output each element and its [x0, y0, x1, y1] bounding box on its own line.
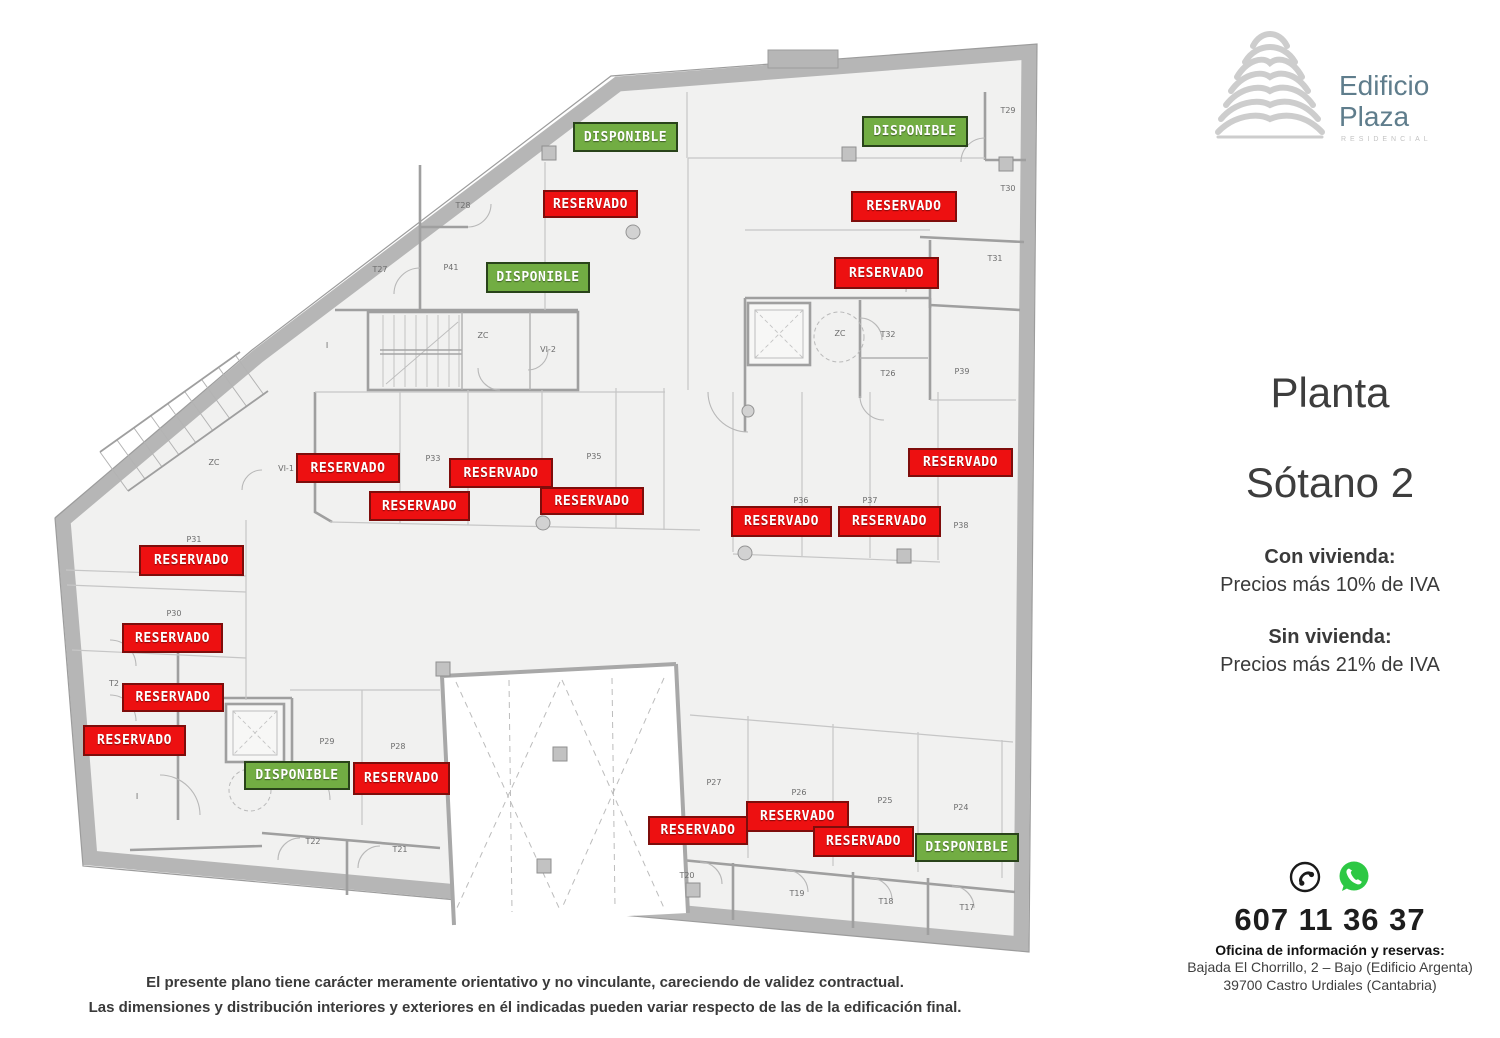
phone-icon [1288, 860, 1322, 894]
room-label: P36 [793, 496, 809, 505]
room-label: VI-1 [278, 464, 294, 473]
room-label: T27 [372, 265, 388, 274]
disclaimer-line1: El presente plano tiene carácter meramente orientativo y no vinculante, careciendo de validez contractual. [146, 974, 904, 991]
room-label: ZC [834, 329, 846, 338]
status-badge-reservado: RESERVADO [908, 448, 1013, 477]
brand-name [1339, 70, 1429, 132]
title-line1: Planta [1270, 369, 1390, 416]
status-badge-reservado: RESERVADO [449, 458, 553, 488]
room-label: P26 [791, 788, 807, 797]
status-badge-reservado: RESERVADO [353, 762, 450, 795]
room-label: P29 [319, 737, 335, 746]
room-label: P39 [954, 367, 970, 376]
room-label: VI-2 [540, 345, 556, 354]
room-label: P24 [953, 803, 969, 812]
title-line2: Sótano 2 [1245, 459, 1415, 506]
status-badge-reservado: RESERVADO [648, 816, 748, 845]
status-badge-reservado: RESERVADO [813, 826, 914, 857]
room-label: T29 [1000, 106, 1016, 115]
status-badge-reservado: RESERVADO [731, 506, 832, 537]
logo [1205, 18, 1465, 158]
room-label: P27 [706, 778, 722, 787]
address-line2: 39700 Castro Urdiales (Cantabria) [1223, 977, 1437, 993]
status-badge-reservado: RESERVADO [296, 453, 400, 483]
status-badge-reservado: RESERVADO [834, 257, 939, 289]
disclaimer-line2: Las dimensiones y distribución interiores y exteriores en él indicadas pueden variar respecto de las de la edificación final. [88, 999, 962, 1016]
status-badge-disponible: DISPONIBLE [862, 116, 968, 147]
ramp [442, 664, 688, 925]
with-dwelling-text: Precios más 10% de IVA [1220, 574, 1440, 596]
room-label: P33 [425, 454, 441, 463]
room-label: T26 [880, 369, 896, 378]
room-label: T28 [455, 201, 471, 210]
contact-block [1140, 858, 1500, 994]
page-title [1150, 348, 1500, 528]
room-label: P25 [877, 796, 893, 805]
status-badge-reservado: RESERVADO [746, 801, 849, 832]
status-badge-reservado: RESERVADO [851, 191, 957, 222]
room-label: P31 [186, 535, 202, 544]
pricing-info [1150, 543, 1500, 703]
address-line1: Bajada El Chorrillo, 2 – Bajo (Edificio Argenta) [1187, 959, 1473, 975]
office-label: Oficina de información y reservas: [1215, 942, 1445, 958]
without-dwelling-text: Precios más 21% de IVA [1220, 654, 1440, 676]
status-badge-reservado: RESERVADO [543, 190, 638, 218]
room-label: ZC [477, 331, 489, 340]
room-label: I [135, 792, 139, 801]
whatsapp-icon [1336, 859, 1372, 895]
room-label: P41 [443, 263, 459, 272]
room-label: T21 [392, 845, 408, 854]
brand-tagline: RESIDENCIAL [1341, 136, 1432, 143]
room-label: T30 [1000, 184, 1016, 193]
status-badge-reservado: RESERVADO [83, 725, 186, 756]
room-label: T20 [679, 871, 695, 880]
room-label: P35 [586, 452, 602, 461]
room-label: T22 [305, 837, 321, 846]
room-label: ZC [208, 458, 220, 467]
status-badge-reservado: RESERVADO [540, 487, 644, 515]
status-badge-disponible: DISPONIBLE [486, 262, 590, 293]
wall-notch [768, 50, 838, 68]
room-label: T18 [878, 897, 894, 906]
status-badge-reservado: RESERVADO [369, 491, 470, 521]
room-label: P38 [953, 521, 969, 530]
brand-line2: Plaza [1339, 101, 1410, 132]
without-dwelling-label: Sin vivienda: [1268, 626, 1392, 648]
brand-line1: Edificio [1339, 70, 1430, 101]
room-label: T32 [880, 330, 896, 339]
status-badge-disponible: DISPONIBLE [915, 833, 1019, 862]
phone-number: 607 11 36 37 [1234, 902, 1426, 937]
disclaimer [25, 970, 1025, 1020]
room-label: T19 [789, 889, 805, 898]
logo-building-icon [1205, 18, 1335, 143]
room-label: P30 [166, 609, 182, 618]
status-badge-disponible: DISPONIBLE [244, 761, 350, 790]
status-badge-disponible: DISPONIBLE [573, 122, 678, 152]
room-label: T31 [987, 254, 1003, 263]
status-badge-reservado: RESERVADO [139, 545, 244, 576]
status-badge-reservado: RESERVADO [838, 506, 941, 537]
room-label: T17 [959, 903, 975, 912]
with-dwelling-label: Con vivienda: [1264, 546, 1396, 568]
status-badge-reservado: RESERVADO [122, 683, 224, 712]
room-label: T2 [109, 679, 119, 688]
room-label: I [325, 341, 329, 350]
status-badge-reservado: RESERVADO [122, 623, 223, 653]
room-label: P37 [862, 496, 878, 505]
room-label: P28 [390, 742, 406, 751]
